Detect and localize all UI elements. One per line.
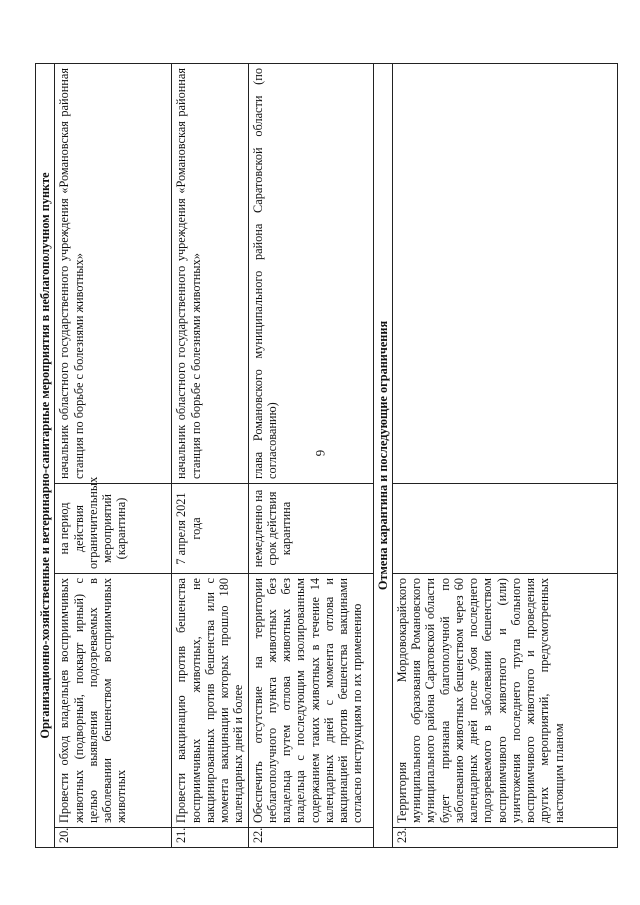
measure-term: на период действия ограничительных мероприятий (карантина) <box>55 484 172 574</box>
page-number: 6 <box>313 449 328 457</box>
measure-term: немедленно на срок действия карантина <box>248 484 373 574</box>
measure-description: Обеспечить отсутствие на территории неблагополучного пункта животных без владельца путем отлова животных без владельца с последующим изолированным содержанием таких животных в течение 14 календарных дней с момента отлова и вакцинацией против бешенства вакцинами согласно инструкциям по их применению <box>248 574 373 828</box>
measure-description: Провести вакцинацию против бешенства восприимчивых животных, не вакцинированных против бешенства или с момента вакцинации которых прошло 180 календарных дней и более <box>172 574 248 828</box>
section-title: Отмена карантина и последующие ограничения <box>373 63 392 847</box>
measure-responsible: глава Романовского муниципального района Саратовской области (по согласованию) <box>248 63 373 483</box>
row-number: 23. <box>392 828 617 848</box>
row-number: 20. <box>55 828 172 848</box>
table-row <box>172 63 248 847</box>
measure-responsible: начальник областного государственного учреждения «Романовская районная станция по борьбе с болезнями животных» <box>55 63 172 483</box>
measure-description: Провести обход владельцев восприимчивых животных (подворный, покварт ирный) с целью выявления подозреваемых в заболевании бешенством восприимчивых животных <box>55 574 172 828</box>
section-header-quarantine-cancel <box>373 63 392 847</box>
measures-table <box>35 63 618 848</box>
measure-term <box>392 484 617 574</box>
table-row <box>392 63 617 847</box>
table-row <box>248 63 373 847</box>
row-number: 21. <box>172 828 248 848</box>
section-header-organizational <box>36 63 55 847</box>
table-row <box>55 63 172 847</box>
row-number: 22. <box>248 828 373 848</box>
measure-responsible <box>392 63 617 483</box>
measure-responsible: начальник областного государственного учреждения «Романовская районная станция по борьбе с болезнями животных» <box>172 63 248 483</box>
measure-term: 7 апреля 2021 года <box>172 484 248 574</box>
section-title: Организационно-хозяйственные и ветеринарно-санитарные мероприятия в неблагополучном пункте <box>36 63 55 847</box>
measure-description: Территория Мордовокарайского муниципального образования Романовского муниципального района Саратовской области будет признана благополучной по заболеванию животных бешенством через 60 календарных дней после убоя последнего подозреваемого в заболевании бешенством восприимчивого животного и (или) уничтожения последнего трупа больного восприимчивого животного и проведения других мероприятий, предусмотренных настоящим планом <box>392 574 617 828</box>
